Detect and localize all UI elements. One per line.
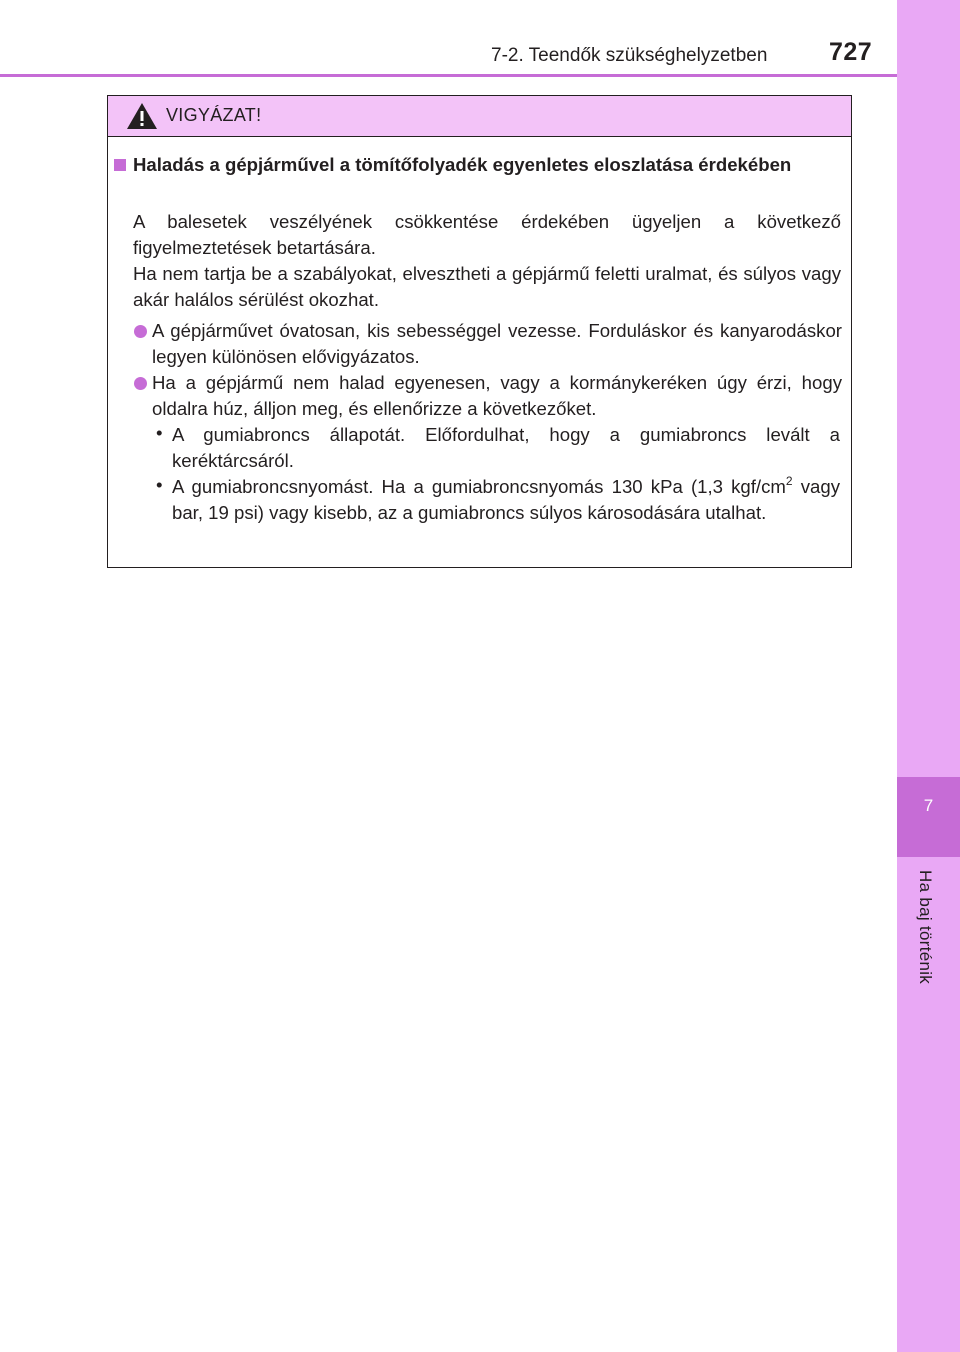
sub-bullet-mark: • (156, 422, 163, 443)
side-strip (897, 0, 960, 1352)
sub-bullet-mark: • (156, 474, 163, 495)
bullet-dot (134, 325, 147, 338)
chapter-number: 7 (923, 796, 934, 815)
sub-item-text-after: vagy bar, 19 psi) vagy kisebb, az a gumiabroncs súlyos károsodására utalhat. (172, 476, 840, 523)
caution-header (108, 96, 851, 137)
caution-box (107, 95, 852, 568)
bullet-dot (134, 377, 147, 390)
intro-paragraph-1: A balesetek veszélyének csökkentése érdekében ügyeljen a következő figyelmeztetések betartására. (133, 211, 841, 258)
header-rule (0, 74, 897, 77)
chapter-tab (897, 777, 960, 857)
list-item: Ha a gépjármű nem halad egyenesen, vagy a kormánykeréken úgy érzi, hogy oldalra húz, álljon meg, és ellenőrizze a következőket. (152, 372, 842, 419)
header-section-title: 7-2. Teendők szükséghelyzetben (491, 45, 768, 66)
heading-square-marker (114, 159, 126, 171)
caution-heading: Haladás a gépjárművel a tömítőfolyadék egyenletes eloszlatása érdekében (133, 154, 792, 175)
page-number: 727 (829, 38, 873, 66)
caution-title: VIGYÁZAT! (166, 105, 262, 125)
sub-item-text-before: A gumiabroncsnyomást. Ha a gumiabroncsnyomás 130 kPa (1,3 kgf/cm (172, 476, 786, 497)
warning-triangle-icon (126, 102, 158, 135)
chapter-title: Ha baj történik (916, 870, 935, 985)
list-item: A gépjárművet óvatosan, kis sebességgel vezesse. Forduláskor és kanyarodáskor legyen különösen elővigyázatos. (152, 320, 842, 367)
intro-paragraph-2: Ha nem tartja be a szabályokat, elvesztheti a gépjármű feletti uralmat, és súlyos vagy akár halálos sérülést okozhat. (133, 263, 841, 310)
sub-list-item: A gumiabroncs állapotát. Előfordulhat, hogy a gumiabroncs levált a keréktárcsáról. (172, 424, 840, 471)
superscript: 2 (785, 474, 793, 488)
sub-list-item (172, 474, 840, 526)
